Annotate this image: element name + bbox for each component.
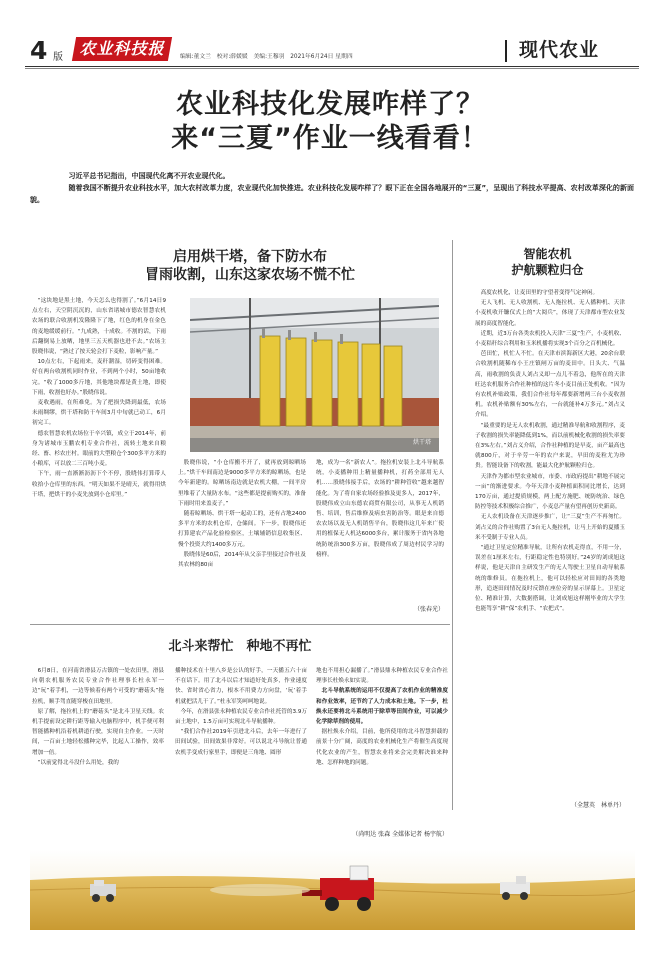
article2-paragraph: 无人农机设备在天津逐步推广，让“三夏”生产不再匆忙。刘占义的合作社购置了3台无人拖拉机，让马上开始的夏播玉米不受制于专业人员。	[475, 514, 625, 541]
article1-paragraph: 麦收遇雨，在所难免。为了把损失降到最低，农场未雨绸缪，烘干塔和防干车间3月中旬就已动工，6月初完工。	[32, 400, 166, 427]
masthead: 农业科技报	[79, 39, 165, 58]
intro-p2: 随着我国不断提升农业科技水平，加大农村改革力度，农业现代化加快推进。农业科技化发展咋样了？眼下正在全国各地展开的“三夏”，呈现出了科技水平提高、农村改革深化的新面貌。	[30, 184, 634, 204]
section-rule	[30, 624, 450, 625]
article1-column-1	[32, 296, 166, 614]
photo-caption: 烘干塔	[412, 439, 431, 446]
wheat-field-banner	[30, 850, 635, 930]
headline-line-2: 来“三夏”作业一线看看！	[171, 123, 489, 154]
article1-title-2: 冒雨收割，山东这家农场不慌不忙	[145, 267, 355, 283]
article2-title-2: 护航颗粒归仓	[511, 263, 584, 277]
editors-line: 编辑:董文兰 校对:薛媛媛 美编:王穆羽 2021年6月24日 星期四	[180, 54, 353, 60]
article2-paragraph: “最重要的是无人农机收割，通过精准导航和收割程序，麦子收割的损失率能降低到1%，而以前机械化收割的损失率要在3%左右。”刘占义介绍，合作社种植的是早麦，亩产最高也就800斤，对于辛劳一年的农户来说，早田的麦粒尤为珍贵。智能设备下的收割，能最大化护航颗粒归仓。	[475, 422, 625, 470]
article3-column-1	[32, 666, 164, 846]
header-rule-thin	[25, 68, 639, 69]
article3-paragraph: 播种技术在十里八乡是公认的好手，一天播五六十亩不在话下。用了北斗以后才知道好处真多，作业速度快、省时省心省力，根本不用费力方向盘，‘玩’着手机就把活儿干了。”杜永军笑呵呵地说。	[175, 668, 307, 705]
article1-column-3	[316, 458, 444, 598]
drying-tower-photo	[190, 298, 439, 452]
article3-byline: （尚明达 张森 全媒体记者 杨宇航）	[352, 831, 448, 838]
column-divider	[452, 240, 453, 810]
article1-paragraph: 下午，雨一直淅淅沥沥下个不停，股晓伟打算带人收拾小仓库里的东西。“明天如果不是晴天，就得用烘干塔，把烘干的小麦先放到小仓库里。”	[32, 471, 166, 498]
intro-p1: 习近平总书记指出，中国现代化离不开农业现代化。	[68, 172, 230, 180]
article3-paragraph: “以前觉得北斗没什么用处，我的	[37, 759, 119, 766]
article1-title-1: 启用烘干塔，备下防水布	[173, 249, 327, 265]
intro	[30, 170, 634, 206]
article3-paragraph: 地也不用担心漏播了。”滑县鼎永种植农民专业合作社理事长杜焕永如实说。	[316, 668, 448, 685]
article1-paragraph: 随着晾晒场、烘干塔一起动工的，还有占地2400多平方米的农机仓库，仓储间。下一步，股晓伟还打算建农产品化验检验区，土壤辅销信息收集区、慢个投资大约1400多万元。	[178, 511, 306, 548]
article3-paragraph: “我们合作社2019年引进北斗后，去年一年进行了田间试验，田间效果非常好。可以说北斗导航让普通农机手变成行家里手，即便是三角地、圆形	[175, 729, 307, 756]
article3-column-3	[316, 666, 448, 826]
article2-paragraph: 芭田忙，机忙人不忙。在天津市滨海新区大港，20余台联合收割机随稀布小王庄镇闸万亩的麦田中。日头大、气温高，雨收割的负责人刘占义却一点儿不着急，他所在的天津旺达农机服务合作社种植的这片冬小麦目前正处机收。“因为有农机补贴政策，我们合作社每年都要新增两三台小麦收割机。农机补贴额有30%左右，一台就能补4万多元。”刘占义介绍。	[475, 351, 625, 419]
article2-paragraph: 近期，近3万台各类农机投入天津“三夏”生产，小麦机收、小麦秸秆综合利用和玉米机播将实现3个百分之百机械化。	[475, 330, 625, 348]
article2-body	[475, 288, 625, 798]
article1-paragraph: 10点左右，下起雨来，麦秆潮湿，切碎变得困难。好在两台收割机同时作业，不到两个小时，50亩地收完。“收了1000多斤地，其他地块都是黄土地，即使下雨，收割也好办。”股晓伟说。	[32, 359, 166, 396]
article1-paragraph: 德农智慧农机农场位于辛兴镇，成立于2014年，前身为诸城市玉鹏农机专业合作社，流转土地来自粮经、畜、杉农庄村。眼前的大型粮仓个300多平方米的小粮库，可以放二三百吨小麦。	[32, 430, 166, 468]
article3-title: 北斗来帮忙 种地不再忙	[168, 639, 312, 654]
page-number: 4	[30, 36, 48, 65]
article3-paragraph: 据杜焕永介绍，目前，他所使用的北斗智慧拼载的前景十分广阔，高度的农业机械化生产将催生高度现代化农业的产生，智慧农业将来会完美解决谁来种地、怎样种地的问题。	[316, 729, 448, 766]
article1-paragraph: 股晓伟是60后，2014年从父亲手里接过合作社及其农林的80亩	[178, 551, 306, 569]
article3-paragraph: 6月8日，在河南省滑县万古镇的一处农田里，滑县向朝农机服务农民专业合作社理事长杜永军一边“玩”着手机，一边等候着有两个可受的“蘑菇头”拖拉机，顺手驾直随穿梭在田地里。	[32, 668, 164, 705]
article1-column-2	[178, 458, 306, 614]
article2-paragraph: 高度农机化，让麦田里的守望者变得气定神闲。	[480, 290, 599, 296]
page-unit: 版	[53, 52, 63, 63]
article1-paragraph: “这块地是黑土地，今天怎么也得割了。”6月14日9点左右，天空阴沉沉的，山东省诸城市德农智慧农机农场的联合收割机发隆隆下了地，红色的机身在金色的麦地缓缓前行。“九成熟，十成收。不割的话，下雨后翻倒易上放晒，地里三五天机器也进不去。”农场主股晓伟说，“熟过了按天轮会打下麦粒，影响产量。”	[32, 298, 166, 356]
article3-column-2	[175, 666, 307, 846]
article2-paragraph: 天津作为都市型农业城市，市委、市政府提出“耕地不展完一亩”的渐进要求。今年天津小麦种植面积同比增长，达到170万亩，通过提质规模，两上配方施肥、统防统治、绿色防控等技术积极综合推广，小麦总产量有望再创历史新高。	[475, 473, 625, 511]
article2-paragraph: “通过卫星定位精准导航，让所有农机走得直，不用一分，误差在1厘米左右，行距稳定性也特别好。”24岁的刘成旭这样说，他是天津自主研发生产的无人驾驶土卫星自动导航系统的维修员。在拖拉机上，他可以轻松应对田间的各类地形，追逐田间情况及时反馈在座位旁的显示屏幕上。卫星定位、精准计算，大数据搭调，让刘成旭这样刚毕业的大学生也能驾享“耕”保”农机手、“农把式”。	[475, 545, 625, 613]
drying-tower-illustration	[190, 298, 439, 452]
article2-title-1: 智能农机	[523, 247, 572, 261]
article1-paragraph: 地，成为一名“新农人”。拖拉机安装上北斗导航系统，小麦播种用上精量播种机，打药全部用无人机……股晓伟接手后，农场的“耕种管收”越来越智能化。为了将自家农场经验推及更多人，2017年，股晓伟成立山东德农商贸有限公司，从事无人机销售、培训，售后维修及病虫害防治等。眼是来自德农农场以及无人机销售平台，股晓伟这几年来广使用的植保无人机达6000多台，累计服务于省内各地统防统治300多万亩，股晓伟成了周边村民学习的榜样。	[316, 460, 444, 558]
section-divider	[505, 40, 507, 62]
header-rule	[25, 66, 639, 67]
article2-byline: （全慧英 林单丹）	[570, 802, 625, 809]
section-title: 现代农业	[519, 39, 600, 61]
article1-byline: （张春光）	[413, 606, 444, 613]
headline-line-1: 农业科技化发展咋样了？	[176, 89, 484, 120]
article3-paragraph: 北斗导航系统的运用不仅提高了农机作业的精准度和作业效率，还节约了人力成本和土地。下一步，杜焕永还要将北斗系统用于除草等田间作业，可以减少化学除草剂的使用。	[316, 688, 448, 726]
harvester-field-illustration	[30, 850, 635, 930]
article1-paragraph: 股晓伟说，“小仓库搬不开了，就再放到晾晒场上。”烘干车间南边是9000多平方米的晾晒场，也是今年新建的。晾晒场南边就是农机大棚，一间平房里堆着了大量防水布。“这些都是提前购买的，准备下雨时用来盖麦子。”	[178, 460, 306, 507]
article3-paragraph: 今年，在滑县张永种植农民专业合作社托管的3.9万亩土地中，1.5万亩可实现北斗导航播种。	[175, 708, 307, 726]
article2-paragraph: 无人飞机、无人收割机、无人拖拉机、无人播种机、天津小麦机收开镰仪式上的“大阅兵”，体现了天津都市型农业发展的高度智能化。	[475, 300, 625, 327]
article3-paragraph: 原了解，拖拉机上的“蘑菇头”是北斗卫星天线。农机手提前设定耕行距等输入电脑程序中，机手便可利智能播种机沿着机耕道行驶，实现自主作业。一天时间，一百亩土地轻松播种完毕，比起人工操作，效率增加一倍。	[32, 708, 164, 756]
